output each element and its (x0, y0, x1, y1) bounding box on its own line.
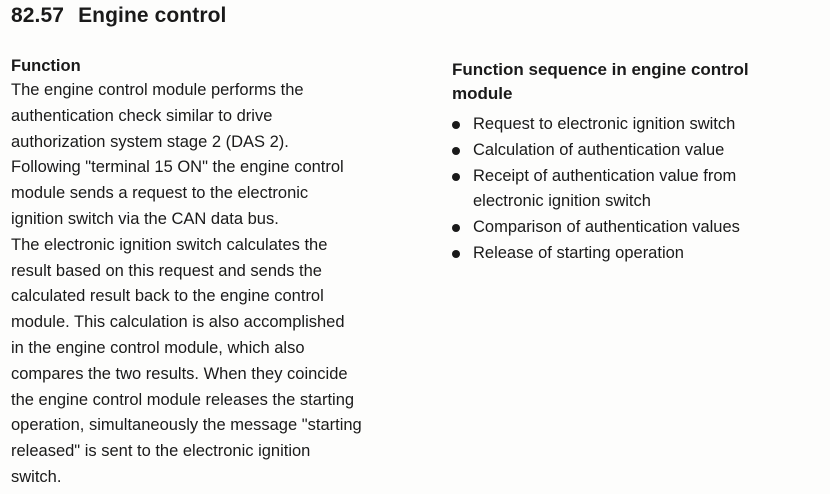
list-item (452, 241, 824, 267)
function-line: ignition switch via the CAN data bus. (11, 209, 279, 228)
section-header (11, 4, 226, 28)
list-item-text: electronic ignition switch (473, 192, 651, 211)
list-item-text: Release of starting operation (473, 243, 684, 262)
function-line: compares the two results. When they coincide (11, 364, 348, 383)
function-heading: Function (11, 57, 81, 75)
sequence-heading-line: Function sequence in engine control (452, 60, 749, 79)
function-line: Following "terminal 15 ON" the engine control (11, 158, 344, 177)
function-line: operation, simultaneously the message "starting (11, 416, 362, 435)
function-line: authorization system stage 2 (DAS 2). (11, 132, 289, 151)
sequence-column (452, 58, 824, 267)
bullet-icon (452, 147, 460, 155)
list-item-text: Request to electronic ignition switch (473, 115, 736, 133)
function-line: module sends a request to the electronic (11, 184, 309, 203)
function-line: module. This calculation is also accomplished (11, 313, 345, 332)
sequence-heading-line: module (452, 84, 513, 103)
function-line: released" is sent to the electronic ignition (11, 442, 311, 461)
bullet-icon (452, 250, 460, 258)
sequence-list (452, 112, 824, 267)
sequence-heading (452, 58, 824, 106)
list-item (452, 215, 824, 241)
bullet-icon (452, 173, 460, 181)
function-line: The electronic ignition switch calculates the (11, 235, 328, 254)
list-item-text: Receipt of authentication value from (473, 166, 737, 185)
function-line: authentication check similar to drive (11, 106, 273, 125)
bullet-icon (452, 121, 460, 129)
function-line: calculated result back to the engine control (11, 287, 324, 306)
bullet-icon (452, 224, 460, 232)
section-title: Engine control (78, 4, 227, 27)
function-line: switch. (11, 467, 62, 486)
list-item-text: Comparison of authentication values (473, 218, 740, 237)
list-item-text: Calculation of authentication value (473, 140, 725, 159)
list-item (452, 112, 824, 138)
section-number: 82.57 (11, 4, 65, 27)
function-line: in the engine control module, which also (11, 338, 305, 357)
function-line: The engine control module performs the (11, 81, 304, 99)
function-line: result based on this request and sends the (11, 261, 322, 280)
function-line: the engine control module releases the starting (11, 390, 355, 409)
list-item (452, 164, 824, 216)
list-item (452, 138, 824, 164)
function-column (11, 54, 431, 491)
function-text (11, 78, 431, 491)
